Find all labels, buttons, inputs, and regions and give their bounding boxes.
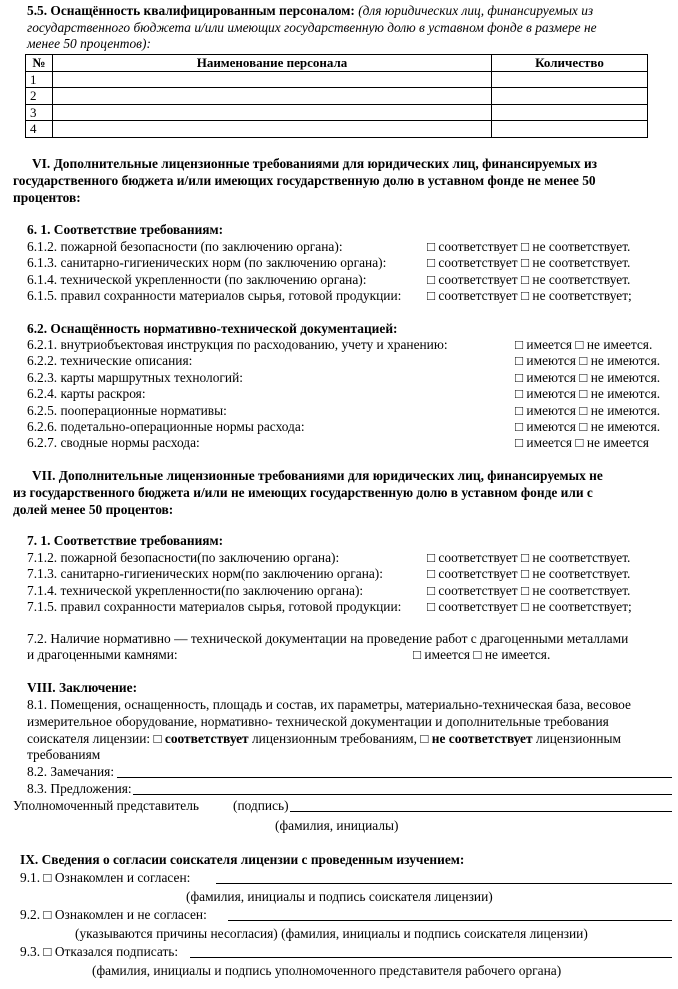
list-item: 6.2.2. технические описания: <box>27 353 193 368</box>
name-cell[interactable] <box>53 71 492 88</box>
name-cell[interactable] <box>53 121 492 138</box>
refused-checkbox[interactable]: 9.3. □ Отказался подписать: <box>20 944 179 959</box>
table-row <box>26 104 648 121</box>
p81-line3 <box>27 731 621 748</box>
s55-note-1: (для юридических лиц, финансируемых из <box>358 3 594 18</box>
col-name: Наименование персонала <box>53 55 492 72</box>
s55-title: 5.5. Оснащённость квалифицированным персоналом: <box>27 3 355 18</box>
status-checkbox[interactable]: □ имеются □ не имеются. <box>515 370 661 385</box>
conforms-checkbox[interactable]: □ соответствует <box>153 731 249 746</box>
list-item: 6.1.3. санитарно-гигиенических норм (по заключению органа): <box>27 255 387 270</box>
table-row <box>26 121 648 138</box>
list-item: 7.1.5. правил сохранности материалов сырья, готовой продукции: <box>27 599 402 614</box>
status-checkbox[interactable]: □ соответствует □ не соответствует. <box>427 550 631 565</box>
personnel-table <box>25 54 648 138</box>
list-item: 6.2.7. сводные нормы расхода: <box>27 435 200 450</box>
quantity-cell[interactable] <box>492 121 648 138</box>
p72-line2: и драгоценными камнями: <box>27 647 178 662</box>
status-checkbox[interactable]: □ имеется □ не имеется. <box>515 337 653 352</box>
s6-title-1: VI. Дополнительные лицензионные требованиями для юридических лиц, финансируемых из <box>32 156 598 171</box>
remarks-label: 8.2. Замечания: <box>27 764 115 779</box>
rep-label: Уполномоченный представитель <box>13 798 200 813</box>
s9-title: IX. Сведения о согласии соискателя лицензии с проведенным изучением: <box>20 852 465 867</box>
list-item: 6.1.2. пожарной безопасности (по заключению органа): <box>27 239 343 254</box>
refused-signature-field[interactable] <box>190 957 672 958</box>
p81-line1: 8.1. Помещения, оснащенность, площадь и состав, их параметры, материально-техническая база, весовое <box>27 697 631 712</box>
s55-note-2: государственного бюджета и/или имеющих государственную долю в уставном фонде в размере не <box>27 20 597 35</box>
s7-title-3: долей менее 50 процентов: <box>13 502 174 517</box>
col-quantity: Количество <box>492 55 648 72</box>
status-checkbox[interactable]: □ соответствует □ не соответствует. <box>427 272 631 287</box>
agree-checkbox[interactable]: 9.1. □ Ознакомлен и согласен: <box>20 870 191 885</box>
s6-sub1: 6. 1. Соответствие требованиям: <box>27 222 224 237</box>
table-header-row <box>26 55 648 72</box>
list-item: 6.1.4. технической укрепленности (по заключению органа): <box>27 272 367 287</box>
status-checkbox[interactable]: □ имеются □ не имеются. <box>515 353 661 368</box>
list-item: 6.2.6. подетально-операционные нормы расхода: <box>27 419 305 434</box>
s7-title-1: VII. Дополнительные лицензионные требованиями для юридических лиц, финансируемых не <box>32 468 603 483</box>
status-checkbox[interactable]: □ имеются □ не имеются. <box>515 386 661 401</box>
p81-line4: требованиям <box>27 747 101 762</box>
list-item: 6.2.1. внутриобъектовая инструкция по расходованию, учету и хранению: <box>27 337 448 352</box>
list-item: 6.2.4. карты раскроя: <box>27 386 146 401</box>
s55-note-3: менее 50 процентов): <box>27 36 151 51</box>
row-number: 2 <box>26 88 53 105</box>
row-number: 1 <box>26 71 53 88</box>
agree-signature-field[interactable] <box>216 883 672 884</box>
not-conforms-checkbox[interactable]: □ не соответствует <box>420 731 533 746</box>
name-cell[interactable] <box>53 88 492 105</box>
p81-line2: измерительное оборудование, нормативно- технической документации и дополнительные требования <box>27 714 609 729</box>
status-checkbox[interactable]: □ соответствует □ не соответствует. <box>427 583 631 598</box>
table-row <box>26 88 648 105</box>
row-number: 4 <box>26 121 53 138</box>
list-item: 7.1.4. технической укрепленности(по заключению органа): <box>27 583 364 598</box>
agree-caption: (фамилия, инициалы и подпись соискателя лицензии) <box>186 889 493 904</box>
s6-title-3: процентов: <box>13 190 81 205</box>
status-checkbox[interactable]: □ имеется □ не имеется. <box>413 647 551 662</box>
s6-sub2: 6.2. Оснащённость нормативно-технической документацией: <box>27 321 398 336</box>
s7-title-2: из государственного бюджета и/или не имеющих государственную долю в уставном фонде или с <box>13 485 593 500</box>
status-checkbox[interactable]: □ имеется □ не имеется <box>515 435 649 450</box>
disagree-caption: (указываются причины несогласия) (фамилия, инициалы и подпись соискателя лицензии) <box>75 926 588 941</box>
list-item: 6.2.5. пооперационные нормативы: <box>27 403 227 418</box>
s6-title-2: государственного бюджета и/или имеющих государственную долю в уставном фонде не менее 50 <box>13 173 596 188</box>
s55-heading-line1 <box>27 3 651 20</box>
table-row <box>26 71 648 88</box>
name-cell[interactable] <box>53 104 492 121</box>
status-checkbox[interactable]: □ соответствует □ не соответствует. <box>427 239 631 254</box>
status-checkbox[interactable]: □ имеются □ не имеются. <box>515 419 661 434</box>
status-checkbox[interactable]: □ соответствует □ не соответствует. <box>427 255 631 270</box>
disagree-signature-field[interactable] <box>228 920 672 921</box>
s7-sub1: 7. 1. Соответствие требованиям: <box>27 533 224 548</box>
fio-caption: (фамилия, инициалы) <box>275 818 399 833</box>
list-item: 6.2.3. карты маршрутных технологий: <box>27 370 243 385</box>
list-item: 7.1.3. санитарно-гигиенических норм(по заключению органа): <box>27 566 383 581</box>
quantity-cell[interactable] <box>492 71 648 88</box>
p81-text-e: лицензионным <box>532 731 621 746</box>
col-number: № <box>26 55 53 72</box>
disagree-checkbox[interactable]: 9.2. □ Ознакомлен и не согласен: <box>20 907 207 922</box>
s8-title: VIII. Заключение: <box>27 680 138 695</box>
p72-line1: 7.2. Наличие нормативно — технической документации на проведение работ с драгоценными металлами <box>27 631 629 646</box>
sign-label: (подпись) <box>233 798 289 813</box>
status-checkbox[interactable]: □ соответствует □ не соответствует; <box>427 599 632 614</box>
quantity-cell[interactable] <box>492 104 648 121</box>
rep-signature-field[interactable] <box>290 811 672 812</box>
status-checkbox[interactable]: □ имеются □ не имеются. <box>515 403 661 418</box>
row-number: 3 <box>26 104 53 121</box>
list-item: 6.1.5. правил сохранности материалов сырья, готовой продукции: <box>27 288 402 303</box>
status-checkbox[interactable]: □ соответствует □ не соответствует; <box>427 288 632 303</box>
p81-text-c: лицензионным требованиям, <box>248 731 421 746</box>
status-checkbox[interactable]: □ соответствует □ не соответствует. <box>427 566 631 581</box>
quantity-cell[interactable] <box>492 88 648 105</box>
list-item: 7.1.2. пожарной безопасности(по заключению органа): <box>27 550 340 565</box>
refused-caption: (фамилия, инициалы и подпись уполномоченного представителя рабочего органа) <box>92 963 562 978</box>
proposals-label: 8.3. Предложения: <box>27 781 132 796</box>
remarks-field[interactable] <box>117 777 672 778</box>
p81-text-a: соискателя лицензии: <box>27 731 154 746</box>
proposals-field[interactable] <box>133 794 672 795</box>
